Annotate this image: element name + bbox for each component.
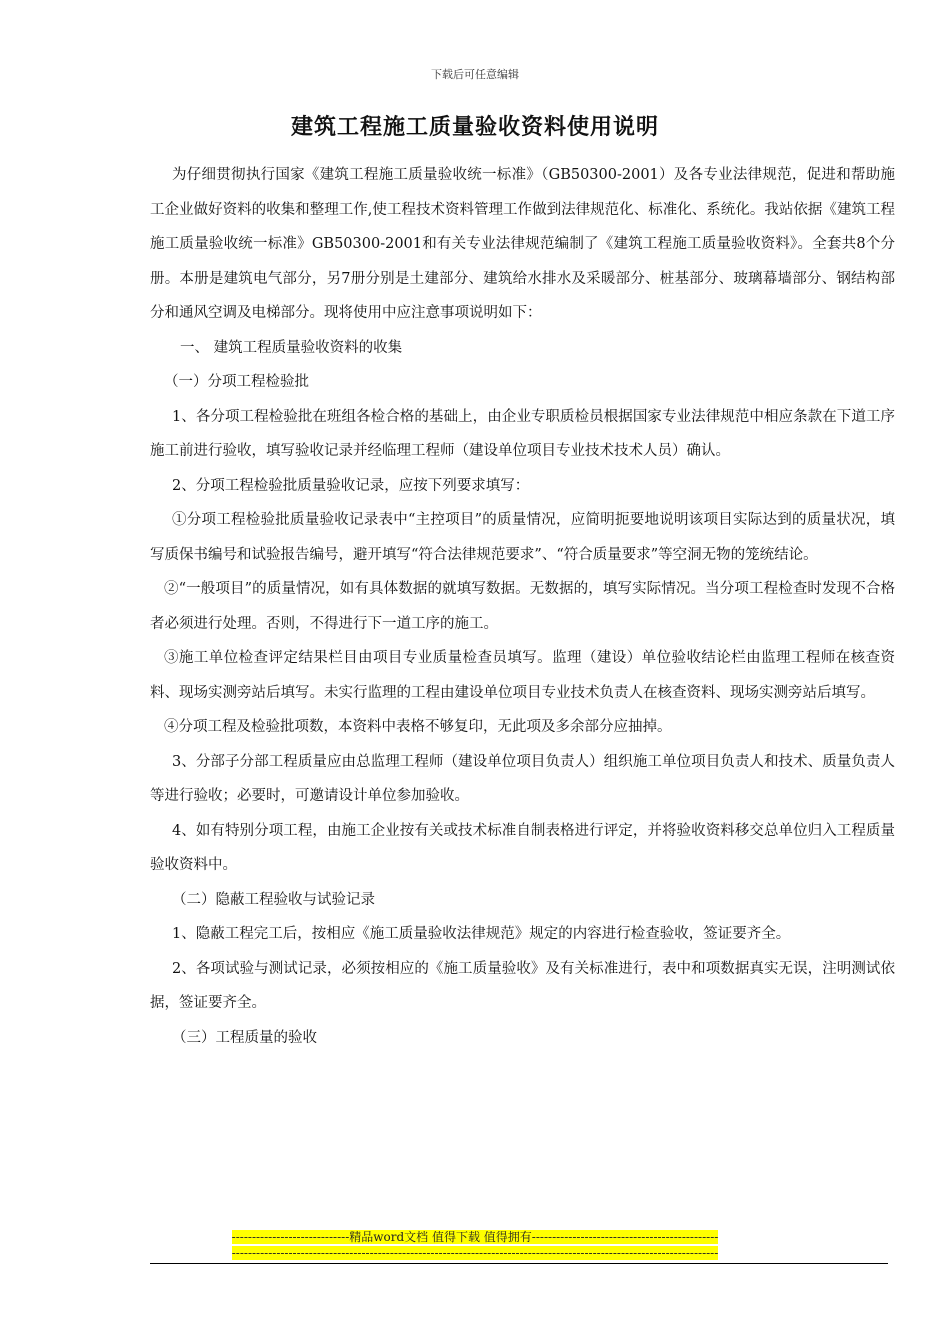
footer-banner-text-1: -----------------------------精品word文档 值得下载 值得拥有---------------------------------------------- — [231, 1230, 719, 1244]
footer-banner-line-1 — [0, 1230, 950, 1245]
list-item-3: 3、分部子分部工程质量应由总监理工程师（建设单位项目负责人）组织施工单位项目负责人和技术、质量负责人等进行验收；必要时，可邀请设计单位参加验收。 — [150, 753, 895, 804]
footer-banner-line-2 — [0, 1246, 950, 1261]
footer-banner-text-2: ------------------------------------------------------------------------------------------------------------------------ — [231, 1246, 719, 1260]
subsection-heading-3: （三）工程质量的验收 — [172, 1029, 317, 1046]
sub-item-3: ③施工单位检查评定结果栏目由项目专业质量检查员填写。监理（建设）单位验收结论栏由监理工程师在核查资料、现场实测旁站后填写。未实行监理的工程由建设单位项目专业技术负责人在核查资料、现场实测旁站后填写。 — [150, 650, 895, 701]
list-item-6: 2、各项试验与测试记录，必须按相应的《施工质量验收》及有关标准进行，表中和项数据真实无误，注明测试依据，签证要齐全。 — [150, 960, 895, 1011]
list-item-5: 1、隐蔽工程完工后，按相应《施工质量验收法律规范》规定的内容进行检查验收，签证要齐全。 — [172, 926, 791, 942]
document-body — [150, 158, 895, 1055]
list-item-1: 1、各分项工程检验批在班组各检合格的基础上，由企业专职质检员根据国家专业法律规范中相应条款在下道工序施工前进行验收，填写验收记录并经临理工程师（建设单位项目专业技术技术人员）确认。 — [150, 408, 895, 459]
list-item-2: 2、分项工程检验批质量验收记录，应按下列要求填写： — [172, 477, 530, 494]
section-heading-1: 一、 建筑工程质量验收资料的收集 — [180, 339, 403, 356]
sub-item-1: ①分项工程检验批质量验收记录表中“主控项目”的质量情况，应简明扼要地说明该项目实际达到的质量状况，填写质保书编号和试验报告编号，避开填写“符合法律规范要求”、“符合质量要求”等空洞无物的笼统结论。 — [150, 512, 895, 563]
footer-divider — [150, 1263, 888, 1264]
sub-item-4: ④分项工程及检验批项数，本资料中表格不够复印，无此项及多余部分应抽掉。 — [164, 719, 672, 735]
header-note: 下载后可任意编辑 — [431, 68, 519, 81]
sub-item-2: ②“一般项目”的质量情况，如有具体数据的就填写数据。无数据的，填写实际情况。当分项工程检查时发现不合格者必须进行处理。否则，不得进行下一道工序的施工。 — [150, 581, 895, 632]
document-title: 建筑工程施工质量验收资料使用说明 — [290, 114, 659, 140]
intro-paragraph: 为仔细贯彻执行国家《建筑工程施工质量验收统一标准》（GB50300-2001）及各专业法律规范，促进和帮助施工企业做好资料的收集和整理工作,使工程技术资料管理工作做到法律规范化、标准化、系统化。我站依据《建筑工程施工质量验收统一标准》GB50300-2001和有关专业法律规范编制了《建筑工程施工质量验收资料》。全套共8个分册。本册是建筑电气部分，另7册分别是土建部分、建筑给水排水及采暖部分、桩基部分、玻璃幕墙部分、钢结构部分和通风空调及电梯部分。现将使用中应注意事项说明如下： — [150, 167, 895, 321]
list-item-4: 4、如有特别分项工程，由施工企业按有关或技术标准自制表格进行评定，并将验收资料移交总单位归入工程质量验收资料中。 — [150, 822, 895, 873]
subsection-heading-1: （一）分项工程检验批 — [164, 374, 309, 390]
subsection-heading-2: （二）隐蔽工程验收与试验记录 — [172, 891, 375, 908]
